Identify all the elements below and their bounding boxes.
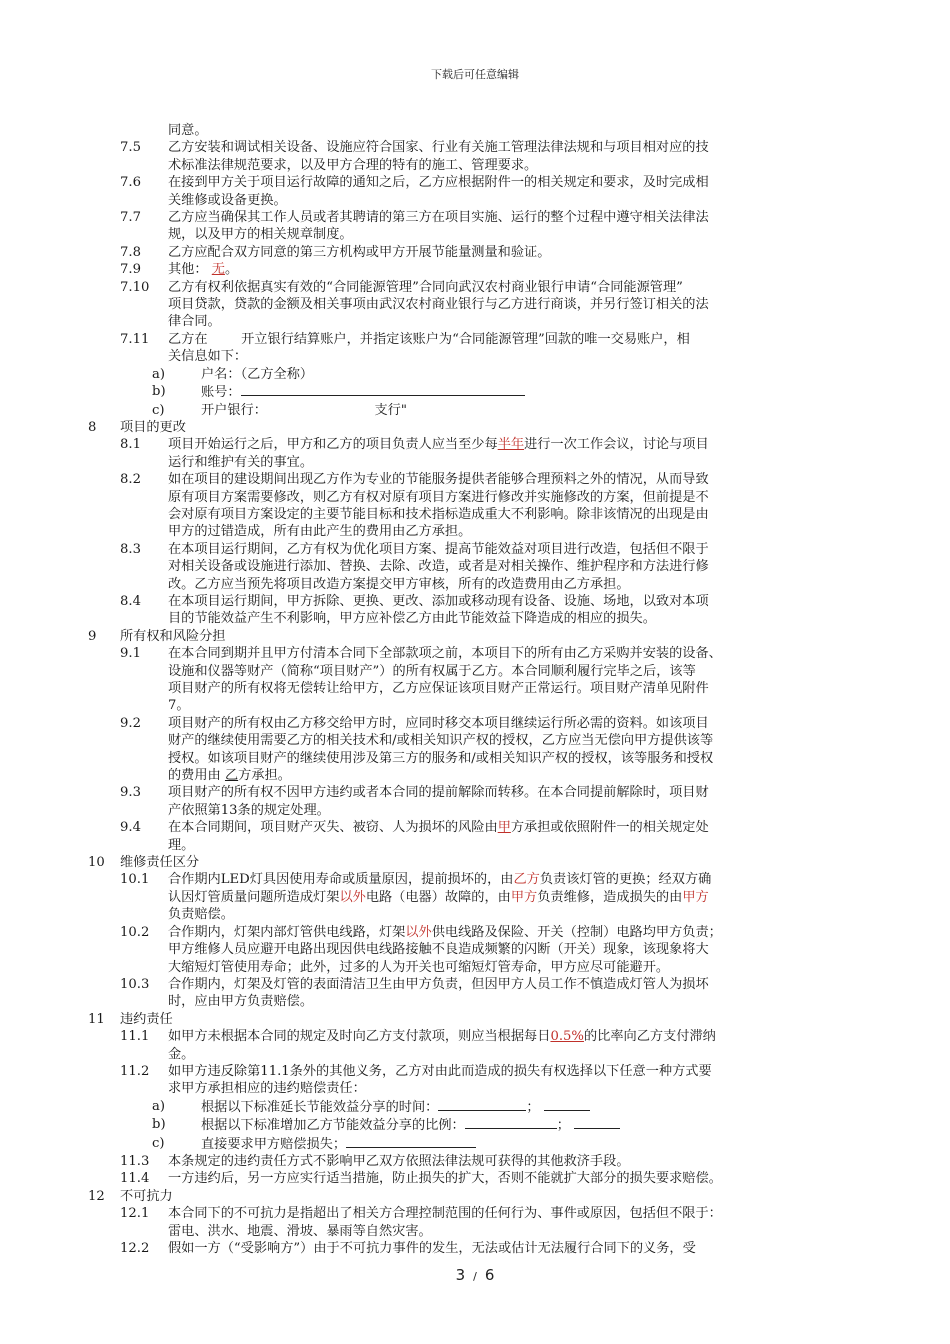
clause-9-3-line2: 产依照第13条的规定处理。 bbox=[168, 802, 330, 818]
current-page: 3 bbox=[455, 1266, 466, 1284]
clause-10-2-line3: 大缩短灯管使用寿命；此外，过多的人为开关也可缩短灯管寿命，甲方应尽可能避开。 bbox=[168, 959, 670, 975]
extend-blank-2 bbox=[544, 1098, 590, 1111]
section-10-heading: 10 维修责任区分 bbox=[88, 855, 200, 871]
clause-7-8: 7.8 乙方应配合双方同意的第三方机构或甲方开展节能量测量和验证。 bbox=[120, 244, 551, 260]
clause-7-5-line2: 术标准法律规范要求，以及甲方合理的特有的施工、管理要求。 bbox=[168, 157, 538, 173]
clause-11-2: 11.2 如甲方违反除第11.1条外的其他义务，乙方对由此而造成的损失有权选择以下任意一种方式要 bbox=[120, 1063, 712, 1079]
clause-9-4-line2: 理。 bbox=[168, 837, 195, 853]
clause-7-6: 7.6 在接到甲方关于项目运行故障的通知之后，乙方应根据附件一的相关规定和要求，及时完成相 bbox=[120, 175, 709, 191]
clause-7-11: 7.11 乙方在 开立银行结算账户，并指定该账户为“合同能源管理”回款的唯一交易账户，相 bbox=[120, 331, 690, 347]
clause-11-2-line2: 求甲方承担相应的违约赔偿责任： bbox=[168, 1081, 366, 1097]
total-pages: 6 bbox=[484, 1266, 495, 1284]
clause-7-5: 7.5 乙方安装和调试相关设备、设施应符合国家、行业有关施工管理法律法规和与项目相对应的技 bbox=[120, 140, 709, 156]
clause-10-2-line2: 甲方维修人员应避开电路出现因供电线路接触不良造成频繁的闪断（开关）现象，该现象将大 bbox=[168, 942, 709, 958]
clause-8-4: 8.4 在本项目运行期间，甲方拆除、更换、更改、添加或移动现有设备、设施、场地，以致对本项 bbox=[120, 593, 709, 609]
highlight-rate: 0.5% bbox=[550, 1029, 584, 1045]
clause-9-3: 9.3 项目财产的所有权不因甲方违约或者本合同的提前解除而转移。在本合同提前解除时，项目财 bbox=[120, 785, 709, 801]
page-separator: / bbox=[473, 1270, 477, 1283]
remedy-extend-item: a) 根据以下标准延长节能效益分享的时间： ； bbox=[88, 1098, 878, 1116]
clause-7-7: 7.7 乙方应当确保其工作人员或者其聘请的第三方在项目实施、运行的整个过程中遵守相关法律法 bbox=[120, 210, 709, 226]
remedy-compensate-item: c) 直接要求甲方赔偿损失； bbox=[88, 1135, 878, 1153]
clause-9-1-line4: 7。 bbox=[168, 698, 190, 714]
section-12-heading: 12 不可抗力 bbox=[88, 1188, 173, 1204]
clause-11-4: 11.4 一方违约后，另一方应实行适当措施，防止损失的扩大，否则不能就扩大部分的损失要求赔偿。 bbox=[120, 1171, 722, 1187]
highlight-none: 无 bbox=[211, 262, 225, 278]
clause-7-10: 7.10 乙方有权利依据真实有效的“合同能源管理”合同向武汉农村商业银行申请“合同能源管理” bbox=[120, 279, 683, 295]
clause-8-1-line2: 运行和维护有关的事宜。 bbox=[168, 454, 314, 470]
section-11-heading: 11 违约责任 bbox=[88, 1011, 173, 1027]
clause-12-1-line2: 雷电、洪水、地震、滑坡、暴雨等自然灾害。 bbox=[168, 1223, 432, 1239]
highlight-half-year: 半年 bbox=[497, 437, 525, 453]
clause-8-3: 8.3 在本项目运行期间，乙方有权为优化项目方案、提高节能效益对项目进行改造，包括但不限于 bbox=[120, 541, 709, 557]
clause-9-2-line3: 授权。如该项目财产的继续使用涉及第三方的服务和/或相关知识产权的授权，该等服务和授权 bbox=[168, 750, 714, 766]
clause-8-2-line4: 甲方的过错造成，所有由此产生的费用由乙方承担。 bbox=[168, 524, 472, 540]
clause-8-2-line2: 原有项目方案需要修改，则乙方有权对原有项目方案进行修改并实施修改的方案，但前提是不 bbox=[168, 489, 709, 505]
highlight-party-a: 甲 bbox=[497, 820, 511, 836]
clause-9-1-line3: 项目财产的所有权将无偿转让给甲方，乙方应保证该项目财产正常运行。项目财产清单见附件 bbox=[168, 681, 709, 696]
clause-7-11-line2: 关信息如下： bbox=[168, 349, 248, 365]
clause-8-3-line2: 对相关设备或设施进行添加、替换、去除、改造，或者是对相关操作、维护程序和方法进行修 bbox=[168, 559, 709, 575]
page-number bbox=[0, 1266, 950, 1284]
clause-12-2: 12.2 假如一方（“受影响方”）由于不可抗力事件的发生，无法或估计无法履行合同下的义务，受 bbox=[120, 1241, 696, 1256]
clause-7-10-line2: 项目贷款，贷款的金额及相关事项由武汉农村商业银行与乙方进行商谈，并另行签订相关的法 bbox=[168, 297, 709, 313]
clause-8-2-line3: 会对原有项目方案设定的主要节能目标和技术指标造成重大不利影响。除非该情况的出现是由 bbox=[168, 506, 709, 522]
clause-8-4-line2: 目的节能效益产生不利影响，甲方应补偿乙方由此节能效益下降造成的相应的损失。 bbox=[168, 611, 656, 627]
account-number-item: b) 账号： bbox=[88, 383, 878, 401]
clause-9-1: 9.1 在本合同到期并且甲方付清本合同下全部款项之前，本项目下的所有由乙方采购并安装的设备、 bbox=[120, 646, 722, 662]
clause-10-1: 10.1 合作期内LED灯具因使用寿命或质量原因，提前损坏的，由乙方负责该灯管的更换；经双方确 bbox=[120, 872, 712, 888]
clause-10-1-line3: 负责赔偿。 bbox=[168, 907, 234, 923]
clause-7-6-line2: 关维修或设备更换。 bbox=[168, 192, 287, 208]
clause-9-2: 9.2 项目财产的所有权由乙方移交给甲方时，应同时移交本项目继续运行所必需的资料。如该项目 bbox=[120, 715, 709, 731]
bank-item: c) 开户银行： 支行" bbox=[152, 402, 407, 418]
clause-12-1: 12.1 本合同下的不可抗力是指超出了相关方合理控制范围的任何行为、事件或原因，包括但不限于： bbox=[120, 1206, 722, 1222]
account-number-blank bbox=[241, 383, 525, 396]
clause-11-1: 11.1 如甲方未根据本合同的规定及时向乙方支付款项，则应当根据每日0.5%的比率向乙方支付滞纳 bbox=[120, 1029, 716, 1045]
extend-blank-1 bbox=[438, 1098, 526, 1111]
clause-7-9: 7.9 其他： 无。 bbox=[120, 262, 239, 278]
clause-7-10-line3: 律合同。 bbox=[168, 314, 221, 330]
clause-9-2-line4: 的费用由 乙方承担。 bbox=[168, 768, 291, 784]
clause-9-1-line2: 设施和仪器等财产（简称“项目财产”）的所有权属于乙方。本合同顺利履行完毕之后，该等 bbox=[168, 663, 696, 679]
remedy-increase-item: b) 根据以下标准增加乙方节能效益分享的比例： ； bbox=[88, 1116, 878, 1134]
clause-9-2-line2: 财产的继续使用需要乙方的相关技术和/或相关知识产权的授权，乙方应当无偿向甲方提供该等 bbox=[168, 733, 714, 749]
page-header: 下载后可任意编辑 bbox=[431, 68, 519, 81]
increase-blank-1 bbox=[465, 1116, 557, 1129]
paragraph-7-4-tail: 同意。 bbox=[168, 123, 208, 138]
clause-8-1: 8.1 项目开始运行之后，甲方和乙方的项目负责人应当至少每半年进行一次工作会议，讨论与项目 bbox=[120, 437, 709, 453]
document-body bbox=[88, 122, 878, 1257]
increase-blank-2 bbox=[574, 1116, 620, 1129]
clause-10-3-line2: 时，应由甲方负责赔偿。 bbox=[168, 994, 314, 1010]
clause-11-3: 11.3 本条规定的违约责任方式不影响甲乙双方依照法律法规可获得的其他救济手段。 bbox=[120, 1153, 630, 1169]
clause-11-1-line2: 金。 bbox=[168, 1046, 195, 1062]
clause-10-2: 10.2 合作期内，灯架内部灯管供电线路，灯架以外供电线路及保险、开关（控制）电路均甲方负责； bbox=[120, 924, 722, 940]
clause-9-4: 9.4 在本合同期间，项目财产灭失、被窃、人为损坏的风险由甲方承担或依照附件一的相关规定处 bbox=[120, 820, 709, 836]
section-8-heading: 8 项目的更改 bbox=[88, 419, 186, 435]
section-9-heading: 9 所有权和风险分担 bbox=[88, 628, 226, 644]
clause-8-2: 8.2 如在项目的建设期间出现乙方作为专业的节能服务提供者能够合理预料之外的情况，从而导致 bbox=[120, 472, 709, 488]
clause-7-7-line2: 规，以及甲方的相关规章制度。 bbox=[168, 227, 353, 243]
clause-10-1-line2: 认因灯管质量问题所造成灯架以外电路（电器）故障的，由甲方负责维修，造成损失的由甲方 bbox=[168, 889, 709, 905]
clause-10-3: 10.3 合作期内，灯架及灯管的表面清洁卫生由甲方负责，但因甲方人员工作不慎造成灯管人为损坏 bbox=[120, 976, 709, 992]
clause-8-3-line3: 改。乙方应当预先将项目改造方案提交甲方审核，所有的改造费用由乙方承担。 bbox=[168, 576, 630, 592]
compensate-blank bbox=[346, 1135, 476, 1148]
account-name-item: a) 户名：（乙方全称） bbox=[152, 366, 314, 382]
